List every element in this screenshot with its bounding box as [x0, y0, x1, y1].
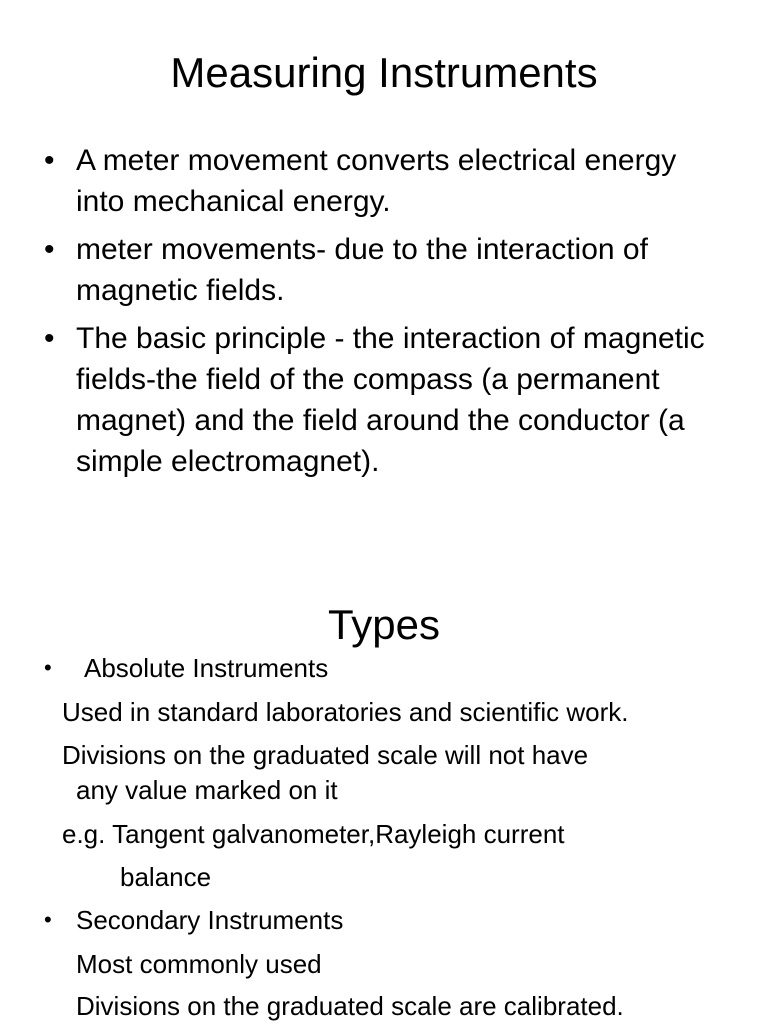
- bullet-icon: •: [44, 907, 52, 932]
- absolute-line-usage: Used in standard laboratories and scientific work.: [62, 697, 629, 727]
- slide-title: Measuring Instruments: [170, 49, 598, 96]
- bullet-icon: •: [44, 655, 52, 680]
- list-item: [0, 140, 716, 222]
- bullet-icon: •: [44, 233, 55, 266]
- bullet-text: A meter movement converts electrical energy into mechanical energy.: [76, 144, 677, 218]
- absolute-line-divisions-cont: any value marked on it: [76, 775, 338, 805]
- absolute-line-example: e.g. Tangent galvanometer,Rayleigh current: [62, 819, 565, 849]
- absolute-line-divisions: Divisions on the graduated scale will not have: [62, 740, 589, 770]
- list-item: [0, 229, 716, 311]
- absolute-instruments-heading: Absolute Instruments: [84, 653, 329, 683]
- slide-title: Types: [327, 601, 441, 648]
- secondary-instruments-heading: Secondary Instruments: [76, 905, 344, 935]
- secondary-line-usage: Most commonly used: [76, 949, 322, 979]
- bullet-list: [0, 140, 716, 489]
- bullet-text: The basic principle - the interaction of magnetic fields-the field of the compass (a permanent magnet) and the field around the conductor (a simple electromagnet).: [76, 322, 705, 478]
- secondary-line-divisions: Divisions on the graduated scale are calibrated.: [76, 991, 624, 1021]
- slide-types: [0, 590, 768, 1024]
- bullet-text: meter movements- due to the interaction of magnetic fields.: [76, 233, 648, 307]
- absolute-line-example-cont: balance: [120, 862, 212, 892]
- bullet-icon: •: [44, 322, 55, 355]
- list-item: [0, 318, 716, 482]
- bullet-icon: •: [44, 144, 55, 177]
